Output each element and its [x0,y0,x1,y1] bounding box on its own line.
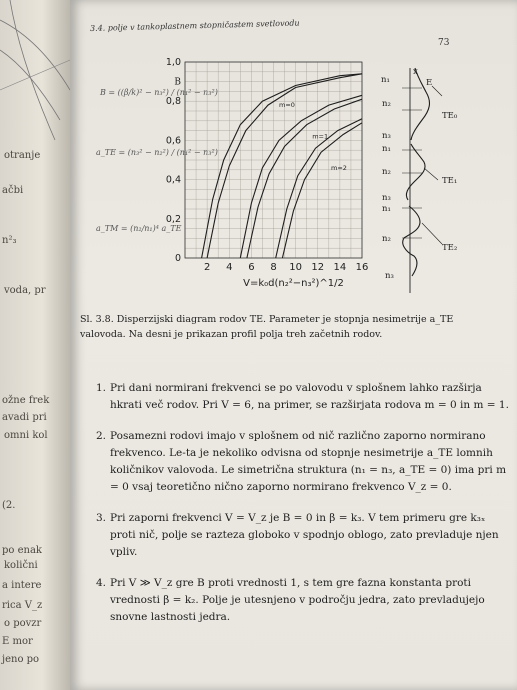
x-tick-label: 4 [226,262,233,273]
left-page-fragment: a intere [2,580,42,591]
y-tick-label: 1,0 [165,57,181,68]
y-tick-label: 0,6 [165,135,181,147]
profile-label: n₂ [382,234,391,244]
page-number: 73 [438,38,450,48]
mode-label: m=1 [312,132,329,141]
left-page-fragment: E mor [2,636,33,647]
numbered-list [80,380,510,640]
te-leader-line [432,86,442,96]
left-page-diagram [0,0,70,150]
y-tick-label: 0 [174,253,181,264]
profile-label: E [426,78,433,88]
field-profile-diagram [70,48,517,308]
profile-label: n₂ [382,167,391,177]
figure-3-8 [70,48,517,308]
list-item [80,380,510,414]
te-leader-line [424,168,438,180]
book-page [70,0,517,690]
caption-text: Disperzijski diagram rodov TE. Parameter je stopnja nesimetrije a_TE valovoda. Na desni je prikazan profil polja treh začetnih rodov. [80,314,454,340]
left-page-fragment: avadi pri [2,412,47,423]
list-item-number: 3. [96,512,107,524]
y-axis-label: B [174,77,181,88]
left-page-fragment: voda, pr [4,285,46,296]
caption-label: Sl. 3.8. [80,314,114,325]
profile-label: n₂ [382,99,391,109]
te-leader-line [422,223,442,244]
profile-label: n₁ [382,144,391,154]
layer-boundary [402,88,422,110]
profile-label: TE₂ [442,243,458,253]
x-tick-label: 10 [289,262,302,273]
equation-b-definition: B = ((β/k)² − n₃²) / (n₁² − n₃²) [100,88,218,97]
left-page-fragment: omni kol [4,430,48,441]
equation-ate-definition: a_TE = (n₃² − n₂²) / (n₁² − n₃²) [96,148,218,157]
mode-label: m=0 [279,101,295,110]
y-tick-label: 0,2 [165,213,181,225]
x-tick-label: 14 [333,262,347,273]
list-item-text: Pri zaporni frekvenci V = V_z je B = 0 in β = k₃. V tem primeru gre k₃ₓ proti nič, polje se razteza globoko v spodnjo oblogo, zato prevladuje njen vpliv. [110,512,499,558]
list-item [80,428,510,496]
left-page-fragment: otranje [4,150,41,161]
profile-label: n₃ [382,193,391,203]
mode-profile-te1 [406,144,425,200]
layer-boundary [402,150,422,173]
list-item-number: 4. [96,577,107,589]
left-page-fragment: količni [4,560,38,571]
left-page-fragment: rica V_z [2,600,43,611]
running-header: 3.4. polje v tankoplastnem stopničastem svetlovodu [89,18,300,33]
profile-label: x [413,67,418,77]
figure-caption [80,312,480,342]
x-tick-label: 12 [311,262,325,273]
left-page-fragment: n²₃ [2,235,17,246]
profile-label: n₃ [385,271,394,281]
equation-atm-definition: a_TM = (n₂/n₁)⁴ a_TE [96,224,182,233]
list-item-text: Pri dani normirani frekvenci se po valovodu v splošnem lahko razširja hkrati več rodov. Pri V = 6, na primer, se razširjata rodova m = 0 in m = 1. [110,382,509,411]
left-page-fragment: o povzr [4,618,42,629]
x-tick-label: 16 [355,262,369,273]
mode-label: m=2 [331,163,347,172]
mode-profile-te2 [403,206,420,276]
profile-label: n₃ [382,131,391,141]
y-tick-label: 0,8 [165,96,181,108]
left-page [0,0,70,690]
y-tick-label: 0,4 [165,174,181,186]
profile-label: TE₀ [442,111,458,121]
list-item [80,510,510,561]
profile-label: TE₁ [442,176,458,186]
profile-label: n₁ [381,75,390,85]
list-item-number: 2. [96,430,107,442]
left-page-fragment: (2. [2,500,16,511]
list-item-text: Pri V ≫ V_z gre B proti vrednosti 1, s tem gre fazna konstanta proti vrednosti β = k₂. Polje je utesnjeno v področju jedra, zato prevladujejo snovne lastnosti jedra. [110,577,485,623]
x-axis-label: V=k₀d(n₂²−n₃²)^1/2 [243,278,344,289]
x-tick-label: 8 [270,262,277,273]
x-tick-label: 6 [248,262,255,273]
x-tick-label: 2 [203,262,211,273]
profile-label: n₁ [382,204,391,214]
left-page-fragment: jeno po [2,654,40,665]
list-item-text: Posamezni rodovi imajo v splošnem od nič različno zaporno normirano frekvenco. Le-ta je nekoliko odvisna od stopnje nesimetrije a_TE lomnih količnikov valovoda. Le simetrična struktura (n₁ = n₃, a_TE = 0) ima pri m = 0 vsaj teoretično nično zaporno normirano frekvenco V_z = 0. [110,430,507,493]
list-item [80,575,510,626]
left-page-fragment: ačbi [2,185,24,196]
left-page-fragment: ožne frek [2,395,50,406]
list-item-number: 1. [96,382,107,394]
left-page-fragment: po enak [2,545,42,556]
